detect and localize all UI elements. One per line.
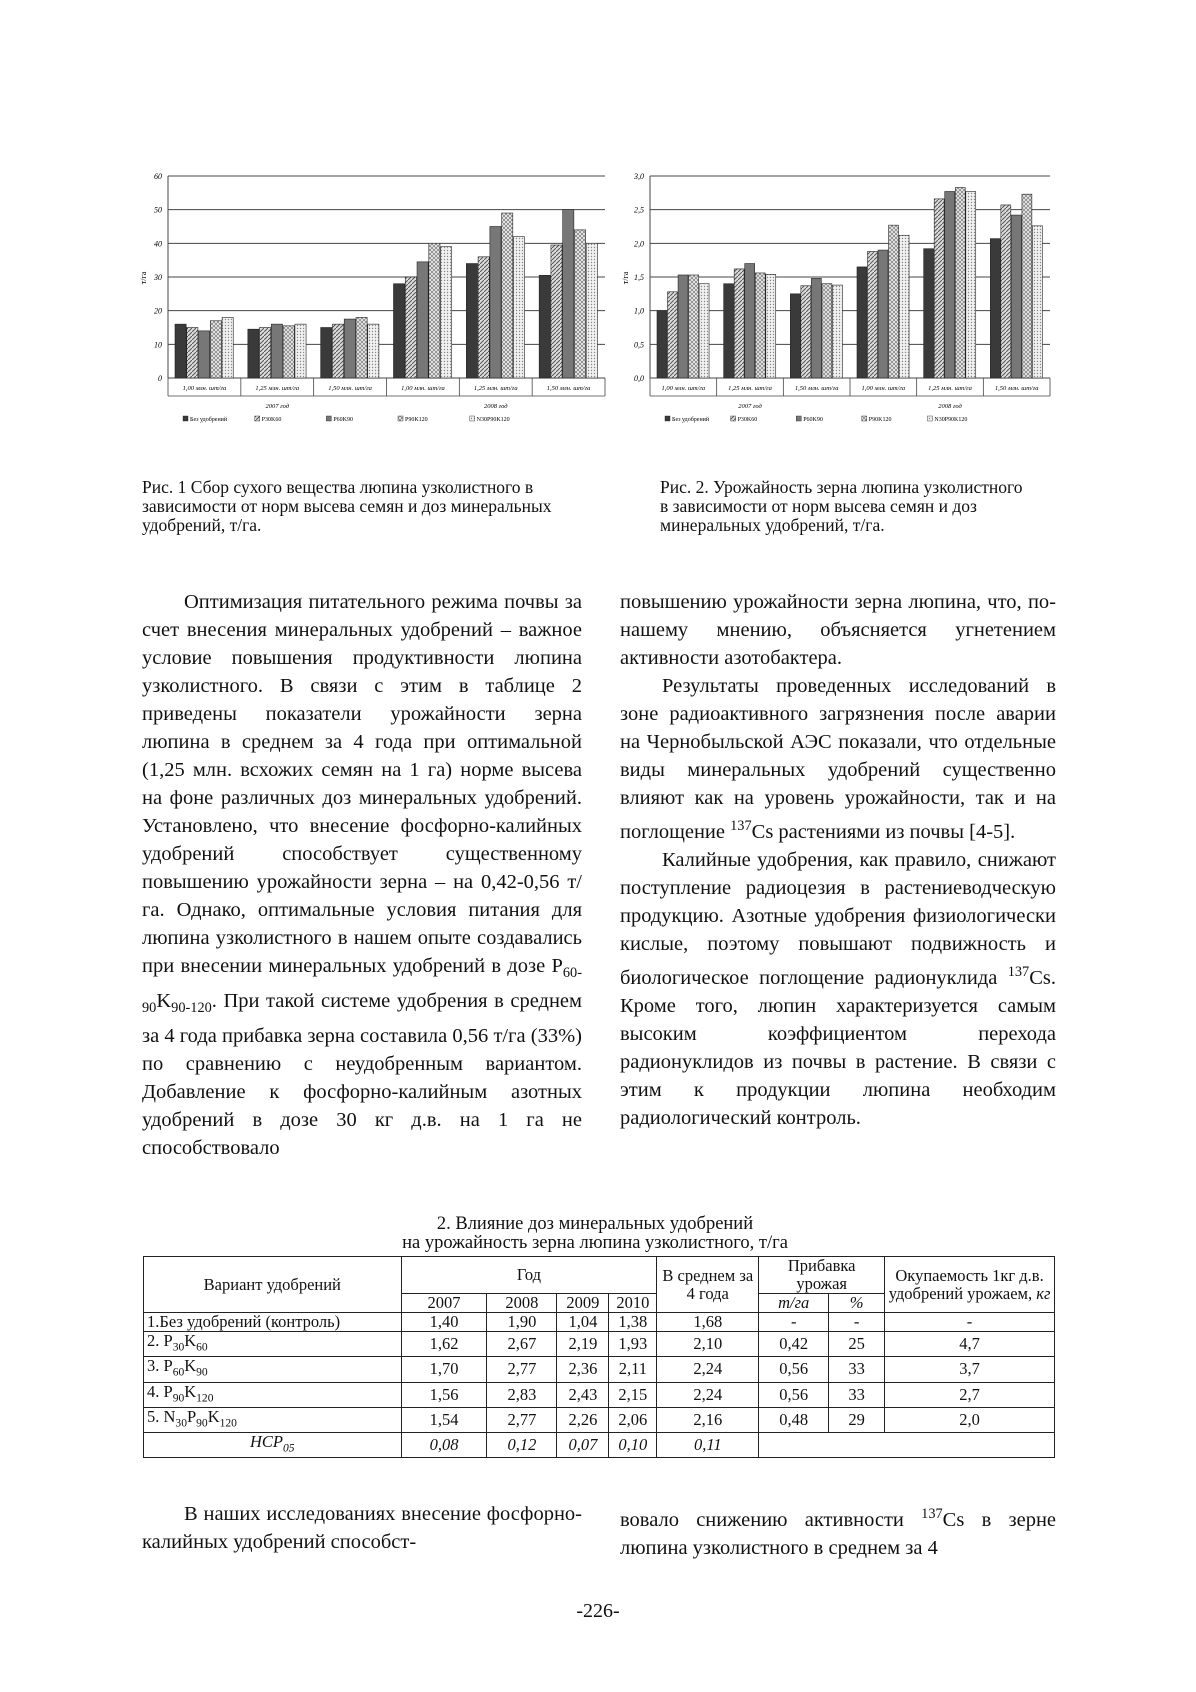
paragraph: В наших исследованиях внесение фосфорно-калийных удобрений способст- xyxy=(142,1503,582,1553)
bar xyxy=(248,329,259,378)
text-column-left xyxy=(142,588,582,1162)
bar xyxy=(811,278,821,378)
y-tick-label: 30 xyxy=(154,273,162,282)
bar xyxy=(1032,226,1042,378)
bar xyxy=(175,324,186,378)
bar xyxy=(966,191,976,378)
bar xyxy=(689,275,699,378)
bar xyxy=(868,251,878,378)
legend-label: P30K60 xyxy=(261,417,282,423)
table-cell: 0,56 xyxy=(759,1382,829,1407)
table-cell: 1,93 xyxy=(609,1332,657,1357)
bar xyxy=(878,250,888,378)
table-row xyxy=(144,1332,1055,1357)
category-label: 1,00 млн. шт/га xyxy=(401,385,445,392)
variant-cell: 3. $P_{60}K_{90}$ xyxy=(144,1357,402,1382)
legend-swatch xyxy=(665,416,670,421)
table-row xyxy=(144,1382,1055,1407)
table-row xyxy=(144,1407,1055,1432)
table-cell: 1,62 xyxy=(401,1332,487,1357)
figure-1 xyxy=(140,168,610,468)
y-tick-label: 0,5 xyxy=(634,340,644,350)
table-cell: 2,0 xyxy=(885,1407,1055,1432)
table-cell: 2,19 xyxy=(557,1332,609,1357)
y-tick-label: 40 xyxy=(154,239,162,249)
legend-label: Без удобрений xyxy=(672,417,710,423)
bar xyxy=(755,273,765,378)
category-label: 1,25 млн. шт/га xyxy=(728,385,772,392)
legend-label: P60K90 xyxy=(803,417,823,423)
legend-swatch xyxy=(326,416,331,421)
bar xyxy=(478,257,489,378)
chart-2 xyxy=(610,168,1055,468)
bar xyxy=(344,319,355,378)
table-cell: 0,42 xyxy=(759,1332,829,1357)
table-cell: 1,04 xyxy=(557,1313,609,1332)
y-tick-label: 0 xyxy=(158,374,162,383)
bar xyxy=(441,247,452,378)
y-tick-label: 50 xyxy=(154,205,162,215)
category-label: 1,25 млн. шт/га xyxy=(473,385,518,392)
table-cell: - xyxy=(759,1313,829,1332)
year-2010: 2010 xyxy=(609,1294,657,1313)
table-cell: - xyxy=(829,1313,885,1332)
bar xyxy=(222,317,233,378)
table-cell: 2,10 xyxy=(657,1332,759,1357)
legend-label: P30K60 xyxy=(737,417,758,423)
header-payback: Окупаемость 1кг д.в. удобрений урожаем, кг xyxy=(885,1257,1055,1313)
legend-label: Без удобрений xyxy=(190,417,228,423)
group-label: 2008 год xyxy=(483,403,508,410)
table-cell: - xyxy=(885,1313,1055,1332)
table-row xyxy=(144,1313,1055,1332)
table-cell: 1,40 xyxy=(401,1313,487,1332)
table-cell: 25 xyxy=(829,1332,885,1357)
y-tick-label: 1,5 xyxy=(634,273,644,282)
table-cell: 3,7 xyxy=(885,1357,1055,1382)
bar xyxy=(990,239,1000,378)
table-cell: 2,24 xyxy=(657,1382,759,1407)
table-cell: 2,77 xyxy=(487,1357,557,1382)
bar xyxy=(210,321,221,378)
bar xyxy=(490,227,501,379)
bar xyxy=(899,235,909,378)
paragraph: повышению урожайности зерна люпина, что, по-нашему мнению, объясняется угнетением активности азотобактера. xyxy=(620,591,1056,669)
bar xyxy=(699,284,709,378)
bottom-text-right xyxy=(620,1500,1056,1562)
y-tick-label: 2,0 xyxy=(634,239,644,249)
group-label: 2007 год xyxy=(265,403,290,410)
y-axis-label: т/га xyxy=(621,271,630,285)
table-cell: 1,70 xyxy=(401,1357,487,1382)
year-2008: 2008 xyxy=(487,1294,557,1313)
bar xyxy=(657,311,667,378)
figure-2-caption: Рис. 2. Урожайность зерна люпина узколистного в зависимости от норм высева семян и доз минеральных удобрений, т/га. xyxy=(660,477,1023,535)
chart-1 xyxy=(140,168,610,468)
paragraph: Оптимизация питательного режима почвы за счет внесения минеральных удобрений – важное условие повышения продуктивности люпина узколистного. В связи с этим в таблице 2 приведены показатели урожайности зерна люпина в среднем за 4 года при оптимальной (1,25 млн. всхожих семян на 1 га) норме высева на фоне различных доз минеральных удобрений. Установлено, что внесение фосфорно-калийных удобрений способствует существенному повышению урожайности зерна – на 0,42-0,56 т/га. Однако, оптимальные условия питания для люпина узколистного в нашем опыте создавались при внесении минеральных удобрений в дозе $P_{60-90}K_{90-120}$. При такой системе удобрения в среднем за 4 года прибавка зерна составила 0,56 т/га (33%) по сравнению с неудобренным вариантом. Добавление к фосфорно-калийным азотных удобрений в дозе 30 кг д.в. на 1 га не способствовало xyxy=(142,591,582,1160)
category-label: 1,50 млн. шт/га xyxy=(546,385,591,392)
table-cell: 2,06 xyxy=(609,1407,657,1432)
bar xyxy=(801,286,811,378)
table-cell: 2,77 xyxy=(487,1407,557,1432)
table-cell: 1,90 xyxy=(487,1313,557,1332)
bar xyxy=(394,284,405,378)
bar xyxy=(405,277,416,378)
bar xyxy=(586,243,597,378)
bar xyxy=(563,210,574,378)
bar xyxy=(790,294,800,378)
table-cell: 0,07 xyxy=(557,1433,609,1458)
gain-unit-percent: % xyxy=(829,1294,885,1313)
bottom-text-left xyxy=(142,1500,582,1556)
bar xyxy=(1011,215,1021,378)
year-2009: 2009 xyxy=(557,1294,609,1313)
category-label: 1,25 млн. шт/га xyxy=(255,385,300,392)
table-cell: 2,11 xyxy=(609,1357,657,1382)
variant-cell: 4. $P_{90}K_{120}$ xyxy=(144,1382,402,1407)
legend-label: P90K120 xyxy=(868,417,892,423)
legend-swatch xyxy=(862,416,867,421)
group-label: 2008 год xyxy=(938,403,962,410)
bar xyxy=(1022,194,1032,378)
bar xyxy=(295,324,306,378)
bar xyxy=(934,199,944,378)
bar xyxy=(187,328,198,379)
bar xyxy=(832,285,842,378)
bar xyxy=(502,213,513,378)
legend-label: N30P90K120 xyxy=(476,417,510,423)
bar xyxy=(466,264,477,378)
table-cell: 2,15 xyxy=(609,1382,657,1407)
table-cell: 2,7 xyxy=(885,1382,1055,1407)
variant-cell: 2. $P_{30}K_{60}$ xyxy=(144,1332,402,1357)
table-cell: 2,36 xyxy=(557,1357,609,1382)
bar xyxy=(199,331,210,378)
table-cell: 2,26 xyxy=(557,1407,609,1432)
bar xyxy=(271,324,282,378)
bar xyxy=(551,245,562,378)
table-cell: 0,11 xyxy=(657,1433,759,1458)
y-tick-label: 20 xyxy=(154,306,162,316)
legend-swatch xyxy=(731,416,736,421)
table-cell: 2,24 xyxy=(657,1357,759,1382)
paragraph: Результаты проведенных исследований в зоне радиоактивного загрязнения после аварии на Чернобыльской АЭС показали, что отдельные виды минеральных удобрений существенно влияют как на уровень урожайности, так и на поглощение $^{137}$Cs растениями из почвы [4-5]. xyxy=(620,675,1056,843)
figure-2 xyxy=(610,168,1055,468)
category-label: 1,00 млн. шт/га xyxy=(861,385,906,392)
bar xyxy=(574,230,585,378)
bar xyxy=(283,326,294,378)
bar xyxy=(766,274,776,378)
variant-cell: 5. $N_{30}P_{90}K_{120}$ xyxy=(144,1407,402,1432)
bar xyxy=(260,328,271,379)
table-cell: 4,7 xyxy=(885,1332,1055,1357)
table-cell: 33 xyxy=(829,1357,885,1382)
y-tick-label: 10 xyxy=(154,340,162,350)
header-year: Год xyxy=(401,1257,657,1294)
bar xyxy=(332,324,343,378)
table-cell: 2,67 xyxy=(487,1332,557,1357)
table-cell: 33 xyxy=(829,1382,885,1407)
legend-label: P60K90 xyxy=(333,417,354,423)
bar xyxy=(745,264,755,378)
y-tick-label: 2,5 xyxy=(634,205,644,215)
category-label: 1,50 млн. шт/га xyxy=(794,385,839,392)
category-label: 1,00 млн. шт/га xyxy=(182,385,227,392)
legend-swatch xyxy=(796,416,801,421)
table-cell: 0,12 xyxy=(487,1433,557,1458)
page-number: -226- xyxy=(576,1600,620,1622)
legend-swatch xyxy=(255,416,260,421)
yield-table xyxy=(143,1256,1055,1458)
bar xyxy=(678,275,688,378)
bar xyxy=(945,191,955,378)
legend-label: P90K120 xyxy=(405,417,428,423)
year-2007: 2007 xyxy=(401,1294,487,1313)
bar xyxy=(857,267,867,378)
table-cell xyxy=(759,1433,1055,1458)
category-label: 1,00 млн. шт/га xyxy=(661,385,706,392)
hcp-label: $НСР_{05}$ xyxy=(144,1433,402,1458)
y-tick-label: 1,0 xyxy=(634,306,644,316)
y-tick-label: 3,0 xyxy=(634,172,644,181)
bar xyxy=(368,324,379,378)
bar xyxy=(539,275,550,378)
bar xyxy=(734,269,744,378)
bar xyxy=(417,262,428,378)
y-axis-label: т/га xyxy=(139,271,148,285)
table-caption: 2. Влияние доз минеральных удобрений на урожайность зерна люпина узколистного, т/га xyxy=(402,1214,788,1253)
table-cell: 1,38 xyxy=(609,1313,657,1332)
hcp-row xyxy=(144,1433,1055,1458)
category-label: 1,25 млн. шт/га xyxy=(928,385,972,392)
category-label: 1,50 млн. шт/га xyxy=(994,385,1039,392)
bar xyxy=(321,328,332,379)
table-cell: 0,56 xyxy=(759,1357,829,1382)
paragraph: Калийные удобрения, как правило, снижают поступление радиоцезия в растениеводческую продукцию. Азотные удобрения физиологически кислые, поэтому повышают подвижность и биологическое поглощение радионуклида $^{137}$Cs. Кроме того, люпин характеризуется самым высоким коэффициентом перехода радионуклидов из почвы в растение. В связи с этим к продукции люпина необходим радиологический контроль. xyxy=(620,848,1056,1129)
header-average: В среднем за 4 года xyxy=(657,1257,759,1313)
table-cell: 0,10 xyxy=(609,1433,657,1458)
table-cell: 2,16 xyxy=(657,1407,759,1432)
gain-unit-tha: т/га xyxy=(759,1294,829,1313)
paragraph: вовало снижению активности $^{137}$Cs в зерне люпина узколистного в среднем за 4 xyxy=(620,1506,1057,1559)
table-cell: 2,43 xyxy=(557,1382,609,1407)
bar xyxy=(924,249,934,378)
table-cell: 2,83 xyxy=(487,1382,557,1407)
text-column-right xyxy=(620,588,1056,1132)
bar xyxy=(822,284,832,378)
legend-swatch xyxy=(398,416,403,421)
bar xyxy=(955,187,965,378)
group-label: 2007 год xyxy=(738,403,762,410)
y-tick-label: 60 xyxy=(154,172,162,181)
header-gain: Прибавка урожая xyxy=(759,1257,885,1294)
bar xyxy=(513,237,524,378)
bar xyxy=(1001,205,1011,378)
table-cell: 1,54 xyxy=(401,1407,487,1432)
table-cell: 0,48 xyxy=(759,1407,829,1432)
table-cell: 0,08 xyxy=(401,1433,487,1458)
bar xyxy=(429,243,440,378)
y-tick-label: 0,0 xyxy=(634,374,644,383)
bar xyxy=(668,292,678,378)
variant-cell: 1.Без удобрений (контроль) xyxy=(144,1313,402,1332)
bar xyxy=(889,225,899,378)
table-row xyxy=(144,1357,1055,1382)
table-cell: 1,68 xyxy=(657,1313,759,1332)
legend-swatch xyxy=(183,416,188,421)
bar xyxy=(724,284,734,378)
legend-swatch xyxy=(470,416,475,421)
legend-swatch xyxy=(927,416,932,421)
figure-1-caption: Рис. 1 Сбор сухого вещества люпина узколистного в зависимости от норм высева семян и доз минеральных удобрений, т/га. xyxy=(142,477,552,535)
bar xyxy=(356,317,367,378)
table-cell: 1,56 xyxy=(401,1382,487,1407)
header-variant: Вариант удобрений xyxy=(144,1257,402,1313)
table-cell: 29 xyxy=(829,1407,885,1432)
legend-label: N30P90K120 xyxy=(934,417,968,423)
category-label: 1,50 млн. шт/га xyxy=(328,385,372,392)
